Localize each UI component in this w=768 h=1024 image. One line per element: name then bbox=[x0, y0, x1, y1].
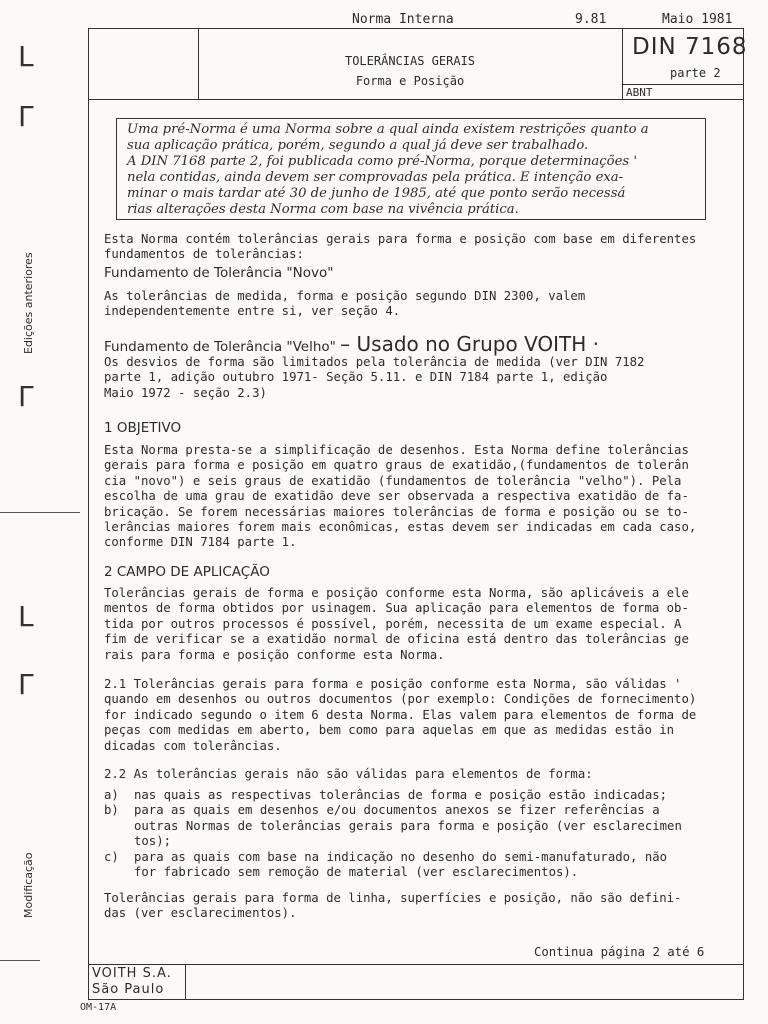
corner-mark-icon: Γ bbox=[18, 100, 34, 133]
text-line: bricação. Se forem necessárias maiores tolerâncias de forma e posição ou se to- bbox=[104, 504, 689, 519]
list-item: c) para as quais com base na indicação no desenho do semi-manufaturado, não bbox=[104, 849, 668, 864]
text-line: As tolerâncias de medida, forma e posição segundo DIN 2300, valem bbox=[104, 289, 586, 303]
din-separator bbox=[622, 84, 744, 85]
corner-mark-icon: Γ bbox=[18, 668, 34, 701]
list-item: for fabricado sem remoção de material (ver esclarecimentos). bbox=[134, 865, 579, 880]
margin-rule bbox=[0, 960, 40, 961]
pre-norma-note bbox=[116, 118, 706, 220]
text-line: 2.1 Tolerâncias gerais para forma e posição conforme esta Norma, são válidas ' bbox=[104, 677, 682, 691]
intro-paragraph bbox=[104, 232, 732, 263]
text-line: Esta Norma presta-se a simplificação de desenhos. Esta Norma define tolerâncias bbox=[104, 443, 689, 457]
text-line: Tolerâncias gerais para forma de linha, superfícies e posição, não são defini- bbox=[104, 891, 682, 905]
text-line: gerais para forma e posição em quatro graus de exatidão,(fundamentos de tolerân bbox=[104, 458, 689, 473]
list-item: a) nas quais as respectivas tolerâncias de forma e posição estão indicadas; bbox=[104, 788, 668, 802]
form-code: OM-17A bbox=[80, 1002, 117, 1013]
company-name: VOITH S.A. bbox=[92, 966, 172, 981]
list-item: b) para as quais em desenhos e/ou documentos anexos se fizer referências a bbox=[104, 803, 660, 818]
handwritten-annotation: – Usado no Grupo VOITH · bbox=[340, 332, 600, 356]
modificacao-label: Modificação bbox=[22, 852, 35, 918]
note-line: minar o mais tardar até 30 de junho de 1985, até que ponto serão necessá bbox=[127, 186, 626, 201]
text-line: das (ver esclarecimentos). bbox=[104, 906, 297, 921]
header-divider bbox=[88, 99, 744, 100]
text-line: mentos de forma obtidos por usinagem. Sua aplicação para elementos de forma ob- bbox=[104, 601, 689, 616]
document-subtitle: Forma e Posição bbox=[355, 74, 465, 88]
text-line: dicadas com tolerâncias. bbox=[104, 738, 282, 753]
norma-interna-label: Norma Interna bbox=[352, 12, 454, 27]
text-line: parte 1, adição outubro 1971- Seção 5.11. e DIN 7184 parte 1, edição bbox=[104, 370, 608, 385]
section-2-2-heading: 2.2 As tolerâncias gerais não são válidas para elementos de forma: bbox=[104, 767, 593, 781]
text-line: lerâncias maiores forem mais econômicas, estas devem ser indicadas em cada caso, bbox=[104, 520, 697, 535]
note-line: A DIN 7168 parte 2, foi publicada como pré-Norma, porque determinações ' bbox=[127, 154, 638, 169]
text-line: independentemente entre si, ver seção 4. bbox=[104, 304, 401, 319]
note-line: sua aplicação prática, porém, segundo a qual já deve ser trabalhado. bbox=[127, 138, 589, 153]
text-line: quando em desenhos ou outros documentos (por exemplo: Condições de fornecimento) bbox=[104, 692, 697, 707]
text-line: Maio 1972 - seção 2.3) bbox=[104, 385, 267, 400]
header-code: 9.81 bbox=[575, 12, 607, 27]
velho-heading-row bbox=[104, 332, 599, 356]
din-number: DIN 7168 bbox=[632, 34, 748, 60]
text-line: Tolerâncias gerais de forma e posição conforme esta Norma, são aplicáveis a ele bbox=[104, 586, 689, 600]
text-line: peças com medidas em aberto, bem como para aquelas em que as medidas estão in bbox=[104, 723, 675, 738]
novo-heading: Fundamento de Tolerância "Novo" bbox=[104, 265, 334, 281]
company-city: São Paulo bbox=[92, 982, 165, 997]
list-item: tos); bbox=[134, 834, 172, 849]
objetivo-paragraph bbox=[104, 443, 732, 551]
header-date: Maio 1981 bbox=[662, 12, 733, 27]
continua-note: Continua página 2 até 6 bbox=[534, 945, 705, 959]
text-line: conforme DIN 7184 parte 1. bbox=[104, 535, 297, 550]
din-part: parte 2 bbox=[670, 66, 721, 80]
margin-rule bbox=[0, 512, 80, 513]
campo-heading: 2 CAMPO DE APLICAÇÃO bbox=[104, 564, 270, 580]
text-line: Os desvios de forma são limitados pela tolerância de medida (ver DIN 7182 bbox=[104, 355, 645, 369]
text-line: escolha de uma grau de exatidão deve ser observada a respectiva exatidão de fa- bbox=[104, 489, 689, 504]
company-block bbox=[92, 966, 172, 998]
velho-paragraph bbox=[104, 355, 732, 401]
closing-paragraph bbox=[104, 891, 732, 922]
text-line: rais para forma e posição conforme esta Norma. bbox=[104, 647, 445, 662]
note-line: rias alterações desta Norma com base na vivência prática. bbox=[127, 202, 519, 217]
text-line: cia "novo") e seis graus de exatidão (fundamentos de tolerância "velho"). Pela bbox=[104, 473, 682, 488]
corner-mark-icon: L bbox=[18, 600, 34, 633]
footer-vertical-divider bbox=[185, 964, 186, 1000]
objetivo-heading: 1 OBJETIVO bbox=[104, 420, 182, 436]
corner-mark-icon: Γ bbox=[18, 380, 34, 413]
text-line: fundamentos de tolerâncias: bbox=[104, 247, 304, 262]
edicoes-anteriores-label: Edições anteriores bbox=[22, 252, 35, 354]
abnt-label: ABNT bbox=[626, 86, 653, 99]
note-line: Uma pré-Norma é uma Norma sobre a qual ainda existem restrições quanto a bbox=[127, 122, 649, 137]
text-line: tida por outros processos é possível, porém, necessita de um exame especial. A bbox=[104, 616, 682, 631]
velho-heading: Fundamento de Tolerância "Velho" bbox=[104, 339, 336, 355]
list-item: outras Normas de tolerâncias gerais para forma e posição (ver esclarecimen bbox=[134, 818, 682, 833]
note-line: nela contidas, ainda devem ser comprovadas pela prática. E intenção exa- bbox=[127, 170, 624, 185]
text-line: Esta Norma contém tolerâncias gerais para forma e posição com base em diferentes bbox=[104, 232, 697, 246]
document-title: TOLERÂNCIAS GERAIS bbox=[344, 54, 476, 68]
text-line: for indicado segundo o item 6 desta Norma. Elas valem para elementos de forma de bbox=[104, 707, 697, 722]
novo-paragraph bbox=[104, 289, 732, 320]
footer-divider bbox=[88, 964, 744, 965]
header-right-divider bbox=[622, 28, 623, 100]
section-2-2-list bbox=[104, 788, 732, 880]
text-line: fim de verificar se a exatidão normal de oficina está dentro das tolerâncias ge bbox=[104, 632, 689, 647]
campo-paragraph bbox=[104, 586, 732, 663]
corner-mark-icon: L bbox=[18, 40, 34, 73]
section-2-1 bbox=[104, 677, 732, 754]
